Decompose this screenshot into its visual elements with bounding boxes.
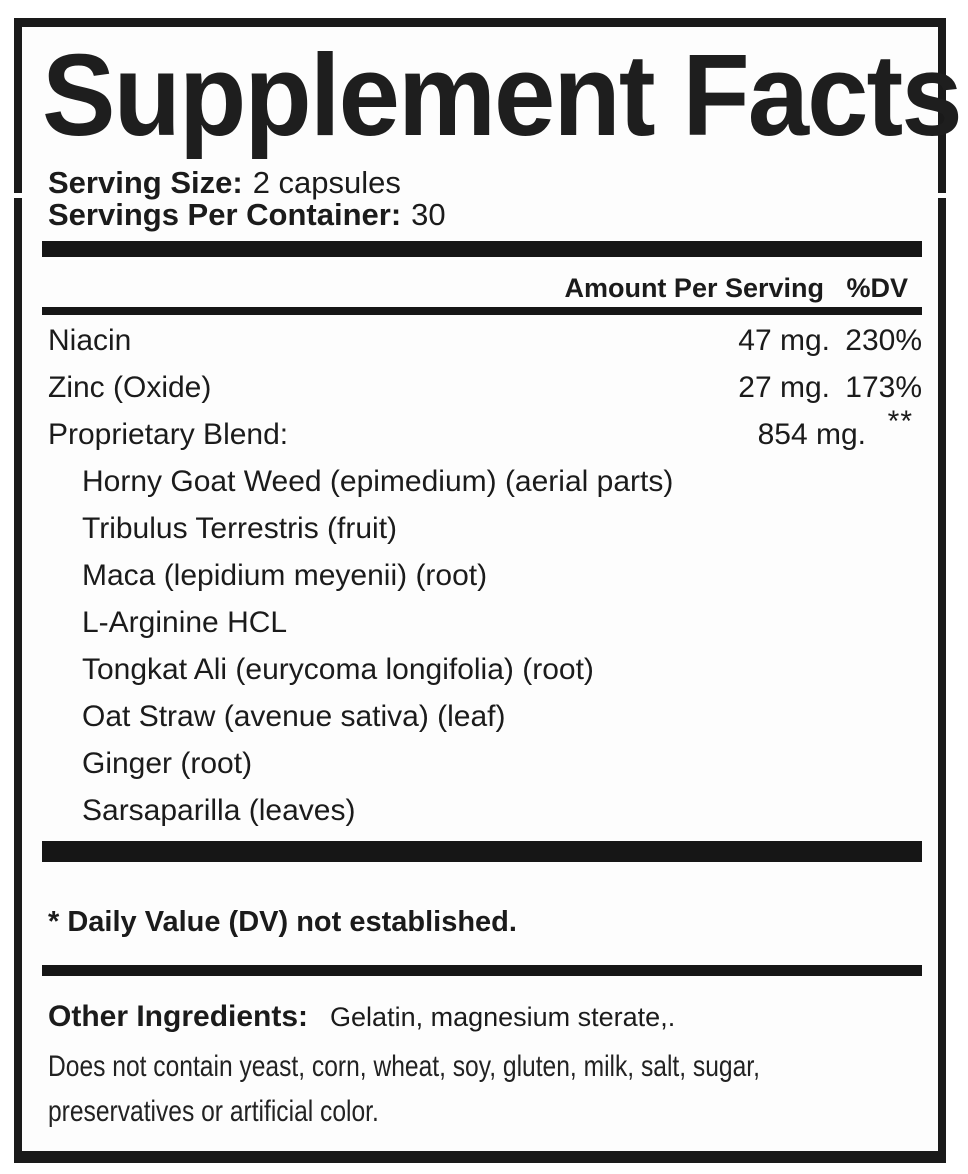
daily-value-footnote: * Daily Value (DV) not established. [48, 906, 517, 938]
blend-ingredient-name: Sarsaparilla (leaves) [82, 793, 356, 827]
nutrient-row-niacin [42, 317, 922, 364]
nutrient-name: Zinc (Oxide) [48, 370, 212, 404]
nutrient-dv: 230% [845, 323, 922, 357]
blend-ingredient-row [42, 599, 922, 646]
nutrient-table [42, 317, 922, 834]
nutrient-row-proprietary-blend [42, 404, 922, 458]
blend-ingredient-name: Tongkat Ali (eurycoma longifolia) (root) [82, 652, 594, 686]
blend-ingredient-row [42, 646, 922, 693]
blend-ingredient-row [42, 787, 922, 834]
servings-per-container-value: 30 [411, 197, 446, 232]
nutrient-name: Proprietary Blend: [48, 417, 289, 451]
amount-per-serving-header: Amount Per Serving [564, 272, 824, 303]
nutrient-amount: 27 mg. [738, 370, 830, 404]
blend-ingredient-name: Tribulus Terrestris (fruit) [82, 511, 398, 545]
disclaimer-line-2: preservatives or artificial color. [48, 1095, 379, 1128]
other-ingredients-line [48, 1001, 922, 1033]
blend-ingredient-name: Maca (lepidium meyenii) (root) [82, 558, 488, 592]
other-ingredients-label: Other Ingredients: [48, 1000, 309, 1033]
border-seam-right [938, 193, 946, 198]
nutrient-amount: 47 mg. [738, 323, 830, 357]
blend-ingredient-name: Horny Goat Weed (epimedium) (aerial parts) [82, 464, 674, 498]
separator-bar-thin-bottom [42, 965, 922, 976]
servings-per-container-label: Servings Per Container: [48, 197, 402, 232]
serving-size-value: 2 capsules [252, 165, 401, 200]
disclaimer-line-1: Does not contain yeast, corn, wheat, soy, gluten, milk, salt, sugar, [48, 1050, 760, 1083]
blend-ingredient-name: Oat Straw (avenue sativa) (leaf) [82, 699, 506, 733]
other-ingredients-value: Gelatin, magnesium sterate,. [330, 1002, 676, 1032]
blend-ingredient-row [42, 552, 922, 599]
serving-size-label: Serving Size: [48, 165, 243, 200]
nutrient-amount: 854 mg. [757, 417, 866, 451]
blend-ingredient-row [42, 505, 922, 552]
blend-ingredient-row [42, 458, 922, 505]
nutrient-name: Niacin [48, 323, 132, 357]
border-seam-left [14, 193, 22, 198]
servings-per-container-line [48, 199, 922, 231]
blend-ingredient-name: Ginger (root) [82, 746, 253, 780]
label-title: Supplement Facts [42, 30, 961, 160]
blend-ingredient-row [42, 740, 922, 787]
supplement-facts-label [14, 18, 961, 1163]
separator-bar-thick-bottom [42, 841, 922, 862]
nutrient-dv: 173% [845, 370, 922, 404]
column-header-row [42, 269, 922, 307]
separator-bar-thin-top [42, 307, 922, 315]
blend-ingredient-name: L-Arginine HCL [82, 605, 288, 639]
nutrient-row-zinc [42, 364, 922, 411]
nutrient-dv-asterisks: ** [887, 404, 913, 438]
label-content [22, 27, 961, 1151]
dv-header: %DV [846, 272, 908, 303]
serving-size-line [48, 167, 922, 199]
separator-bar-thick-top [42, 241, 922, 257]
blend-ingredient-row [42, 693, 922, 740]
